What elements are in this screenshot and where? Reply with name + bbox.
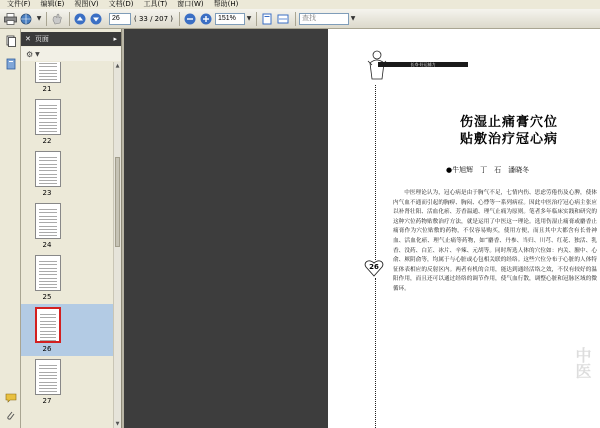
toolbar-separator [256, 12, 257, 26]
thumbnail-list [21, 62, 121, 428]
zoom-in-icon [200, 13, 212, 25]
article-authors: ●牛旭辉 丁 石 潘晓冬 [446, 166, 530, 174]
arrow-up-icon [74, 13, 86, 25]
thumbnail-label: 23 [42, 189, 52, 197]
thumbnail-text-line [39, 287, 57, 288]
search-input[interactable] [299, 13, 349, 25]
thumbnail-text-line [39, 108, 57, 109]
attachments-icon[interactable] [4, 409, 17, 422]
thumbnail-text-line [39, 180, 57, 181]
menu-window[interactable]: 窗口(W) [177, 0, 204, 8]
thumbnail-text-line [39, 229, 57, 230]
article-title-line2: 贴敷治疗冠心病 [460, 132, 559, 147]
menu-file[interactable]: 文件(F) [7, 0, 31, 8]
watermark-icon: 中医 [573, 347, 592, 379]
thumbnail-text-line [39, 66, 57, 67]
thumbnail-text-line [39, 73, 57, 74]
page-count-label: ( 33 / 207 ) [134, 14, 173, 23]
thumbnail-image [35, 151, 61, 187]
thumbnail-text-line [39, 222, 57, 223]
toolbar-separator [69, 12, 70, 26]
thumbnail-text-line [39, 131, 57, 132]
thumbnail-text-line [39, 235, 57, 236]
thumbnail-label: 27 [42, 397, 52, 405]
page-thumbnail[interactable] [21, 96, 113, 148]
thumbnail-text-line [39, 281, 57, 282]
thumbnail-text-line [39, 284, 57, 285]
zoom-in-button[interactable] [199, 12, 213, 26]
thumbnail-text-line [40, 324, 56, 325]
thumbnail-text-line [39, 268, 57, 269]
scroll-up-icon[interactable]: ▲ [115, 63, 120, 69]
thumbnail-text-line [39, 122, 57, 123]
thumbnail-text-line [39, 365, 57, 366]
thumbnail-text-line [39, 160, 57, 161]
thumbnail-text-line [39, 115, 57, 116]
thumbnail-text-line [40, 340, 56, 341]
page-thumbnail[interactable] [21, 200, 113, 252]
thumbnail-text-line [39, 112, 57, 113]
thumbnail-text-line [39, 164, 57, 165]
toolbar-separator [46, 12, 47, 26]
thumbnail-text-line [39, 79, 57, 80]
thumbnail-text-line [39, 382, 57, 383]
thumbnail-text-line [39, 232, 57, 233]
thumbnail-text-line [40, 317, 56, 318]
thumbnail-text-line [39, 271, 57, 272]
zoom-input[interactable] [215, 13, 245, 25]
thumbnail-text-line [40, 331, 56, 332]
thumbnail-text-line [39, 274, 57, 275]
page-thumbnail[interactable] [21, 304, 113, 356]
zoom-out-icon [184, 13, 196, 25]
search-dropdown-icon[interactable]: ▼ [350, 15, 356, 22]
article-body [393, 189, 597, 295]
fit-width-button[interactable] [276, 12, 290, 26]
thumbnail-label: 26 [42, 345, 52, 353]
article-paragraph: 中医理论认为，冠心病是由于胸气不足，七情内伤、思虑劳倦伤及心脾，使体内气血不通而引起的胸痹、胸闷、心悸等一系列病症。因此中医治疗冠心病主张应以补肾壮阳、活血化瘀、芳香温通、理气止痛为原则。笔者多年临床实践和研究的这种穴位药物贴敷治疗方法，就是运用了中医这一理论。选用伤湿止痛膏或麝香止痛膏作为穴位贴敷的药物，不仅容易购买，使用方便，而且其中大都含有长骨神血、活血化瘀、理气止痛等药物，如“麝香、丹参、当归、川芎、红花、独活、乳香、没药、白芷、冰片、辛辣、元胡等。同时所选人体的穴位如：内关、膻中、心俞、厥阴俞等，均属于与心脏或心包相关联的经络。这些穴位分布于心脏的人体特征体表相应的反射区内。两者有机的合用，能达到通经活络之效，不仅有较好的温阳作用，而且还可以通过经络的调节作用，使气血行散，调整心脏和冠脉区域的微循环。 [393, 190, 597, 292]
thumbnail-text-line [39, 226, 57, 227]
menu-view[interactable]: 视图(V) [74, 0, 99, 8]
thumbnail-text-line [39, 105, 57, 106]
thumbnail-text-line [39, 125, 57, 126]
thumbnail-text-line [39, 219, 57, 220]
toolbar-separator [179, 12, 180, 26]
thumbnail-text-line [39, 70, 57, 71]
thumbnail-label: 25 [42, 293, 52, 301]
thumbnail-text-line [39, 378, 57, 379]
zoom-dropdown-icon[interactable]: ▼ [246, 15, 252, 22]
prev-page-button[interactable] [73, 12, 87, 26]
thumbnail-text-line [40, 314, 56, 315]
fit-width-icon [277, 13, 289, 25]
document-page [328, 29, 600, 428]
thumbnail-text-line [39, 212, 57, 213]
menu-help[interactable]: 帮助(H) [213, 0, 239, 8]
options-gear-icon[interactable]: ⚙ [26, 49, 34, 59]
print-button[interactable] [3, 12, 17, 26]
thumbnail-image [35, 62, 61, 83]
dotted-line [375, 85, 376, 260]
panel-title: 页面 [34, 35, 49, 43]
thumbnail-text-line [39, 183, 57, 184]
thumbnail-text-line [39, 372, 57, 373]
thumbnail-label: 22 [42, 137, 52, 145]
panel-options [21, 47, 121, 61]
bookmarks-icon[interactable] [4, 57, 17, 70]
thumbnail-text-line [39, 261, 57, 262]
page-header-banner: 长寿·好运铺力 [378, 62, 468, 67]
thumbnail-text-line [39, 385, 57, 386]
thumbnail-image [35, 203, 61, 239]
thumbnail-text-line [39, 128, 57, 129]
thumbnail-image [35, 359, 61, 395]
thumbnail-text-line [39, 391, 57, 392]
fit-page-button[interactable] [260, 12, 274, 26]
thumbnail-text-line [39, 170, 57, 171]
hand-tool-icon [51, 13, 64, 25]
panel-header [21, 32, 121, 46]
thumbnail-text-line [39, 76, 57, 77]
thumbnail-image [35, 307, 61, 343]
thumbnail-text-line [39, 157, 57, 158]
printer-icon [4, 13, 17, 25]
thumbnail-label: 24 [42, 241, 52, 249]
menu-edit[interactable]: 编辑(E) [40, 0, 65, 8]
thumbnail-label: 21 [42, 85, 52, 93]
thumbnail-text-line [39, 63, 57, 64]
thumbnail-text-line [39, 264, 57, 265]
thumbnail-image [35, 255, 61, 291]
panel-menu-icon[interactable]: ▸ [113, 35, 117, 43]
thumbnail-text-line [39, 388, 57, 389]
page-number-input[interactable] [109, 13, 131, 25]
thumbnail-text-line [39, 167, 57, 168]
back-button[interactable] [50, 12, 64, 26]
arrow-down-icon [90, 13, 102, 25]
toolbar-separator [295, 12, 296, 26]
globe-mail-icon [20, 13, 33, 25]
thumbnail-text-line [39, 278, 57, 279]
pages-panel [21, 29, 121, 428]
dotted-line [375, 278, 376, 428]
page-thumbnail[interactable] [21, 148, 113, 200]
thumbnail-text-line [40, 327, 56, 328]
document-background [124, 29, 328, 428]
scrollbar-thumb[interactable] [115, 157, 120, 247]
thumbnail-text-line [40, 337, 56, 338]
thumbnail-text-line [40, 334, 56, 335]
page-number-badge [364, 259, 384, 277]
thumbnail-scrollbar[interactable] [113, 62, 121, 428]
article-title-line1: 伤湿止痛膏穴位 [460, 115, 559, 130]
thumbnail-text-line [39, 174, 57, 175]
page-thumbnail[interactable] [21, 62, 113, 96]
menu-bar [0, 0, 600, 9]
thumbnail-text-line [39, 368, 57, 369]
figure-illustration [366, 49, 388, 85]
next-page-button[interactable] [89, 12, 103, 26]
thumbnail-text-line [39, 209, 57, 210]
thumbnail-text-line [40, 321, 56, 322]
menu-tools[interactable]: 工具(T) [143, 0, 168, 8]
comments-icon[interactable] [4, 391, 17, 404]
zoom-out-button[interactable] [183, 12, 197, 26]
fit-page-icon [261, 13, 273, 25]
thumbnail-text-line [39, 216, 57, 217]
page-number: 26 [369, 263, 379, 271]
thumbnail-text-line [39, 177, 57, 178]
page-thumbnail[interactable] [21, 252, 113, 304]
thumbnail-text-line [39, 118, 57, 119]
close-icon[interactable]: ✕ [25, 35, 31, 43]
pages-icon[interactable] [4, 34, 17, 47]
thumbnail-text-line [39, 375, 57, 376]
email-button[interactable] [19, 12, 33, 26]
options-dropdown-icon[interactable]: ▼ [35, 50, 40, 58]
page-thumbnail[interactable] [21, 356, 113, 408]
thumbnail-image [35, 99, 61, 135]
navigation-strip [0, 29, 21, 428]
toolbar [0, 9, 600, 29]
scroll-down-icon[interactable]: ▼ [115, 421, 120, 427]
menu-document[interactable]: 文档(D) [108, 0, 134, 8]
email-dropdown-icon[interactable]: ▼ [36, 15, 42, 22]
